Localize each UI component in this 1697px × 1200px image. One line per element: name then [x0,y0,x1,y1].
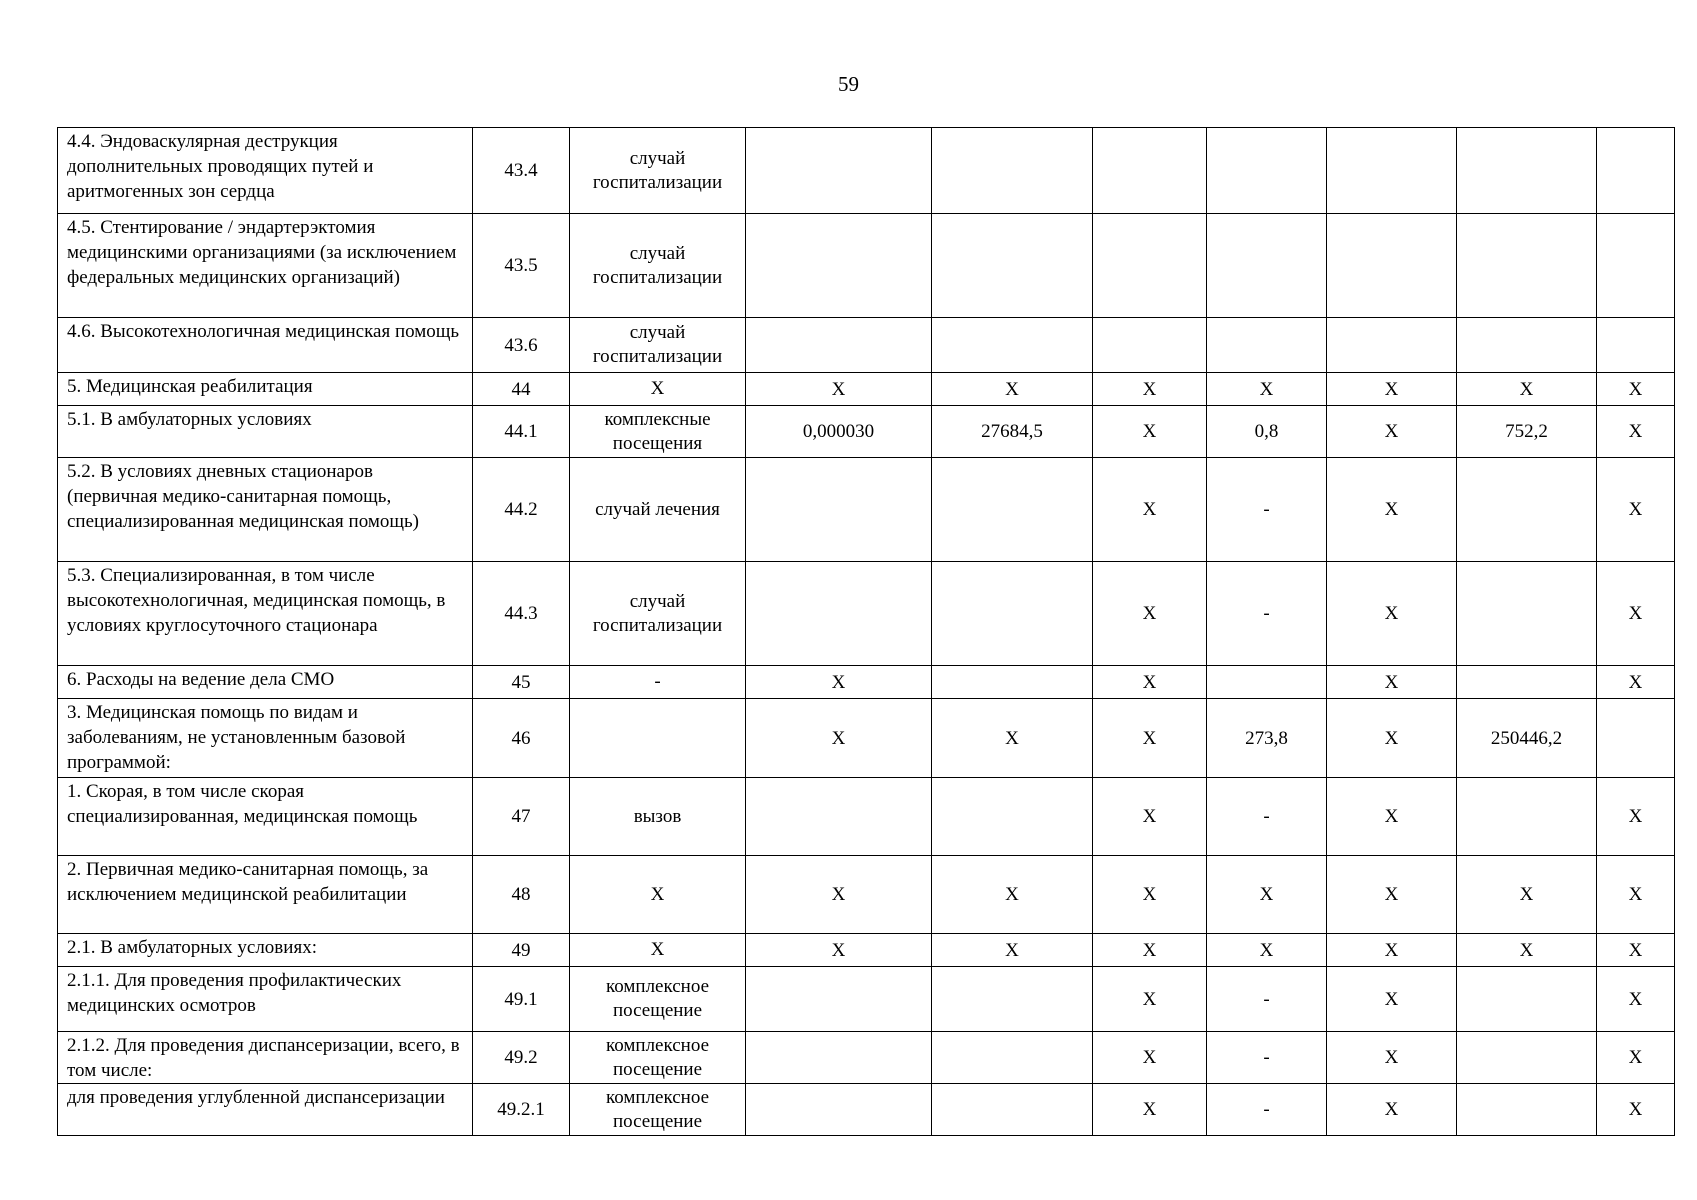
cell-value-3: X [1093,967,1207,1032]
cell-value-6: X [1457,934,1597,967]
table-row [58,562,1675,666]
cell-value-4: - [1207,458,1327,562]
cell-value-1: X [746,934,932,967]
data-table [57,127,1675,1136]
table-row [58,934,1675,967]
cell-value-3: X [1093,406,1207,458]
cell-code: 48 [473,856,570,934]
table-row [58,458,1675,562]
cell-code: 44.1 [473,406,570,458]
cell-value-7: X [1597,373,1675,406]
cell-name: для проведения углубленной диспансеризации [58,1084,473,1136]
table-row [58,856,1675,934]
cell-value-4 [1207,214,1327,318]
cell-value-7: X [1597,1032,1675,1084]
cell-unit: случай госпитализации [570,562,746,666]
cell-value-1 [746,318,932,373]
cell-value-6 [1457,458,1597,562]
cell-value-3: X [1093,458,1207,562]
cell-value-6: X [1457,373,1597,406]
cell-value-7: X [1597,406,1675,458]
cell-code: 44.2 [473,458,570,562]
cell-value-3 [1093,128,1207,214]
cell-value-2 [932,318,1093,373]
cell-value-1: X [746,856,932,934]
cell-name: 2.1. В амбулаторных условиях: [58,934,473,967]
cell-value-5: X [1327,1032,1457,1084]
page-number: 59 [838,72,859,96]
cell-name: 6. Расходы на ведение дела СМО [58,666,473,699]
cell-value-2 [932,778,1093,856]
cell-value-4: X [1207,373,1327,406]
cell-value-7: X [1597,967,1675,1032]
cell-name: 1. Скорая, в том числе скорая специализированная, медицинская помощь [58,778,473,856]
cell-value-5: X [1327,934,1457,967]
cell-value-5: X [1327,699,1457,778]
cell-name: 5.3. Специализированная, в том числе высокотехнологичная, медицинская помощь, в условиях круглосуточного стационара [58,562,473,666]
cell-value-1: X [746,699,932,778]
cell-name: 3. Медицинская помощь по видам и заболеваниям, не установленным базовой программой: [58,699,473,778]
cell-value-4: X [1207,856,1327,934]
cell-unit [570,699,746,778]
table-row [58,406,1675,458]
cell-name: 4.6. Высокотехнологичная медицинская помощь [58,318,473,373]
cell-value-5: X [1327,458,1457,562]
cell-value-3 [1093,318,1207,373]
table-row [58,214,1675,318]
cell-value-6: 752,2 [1457,406,1597,458]
cell-value-6 [1457,666,1597,699]
cell-value-2 [932,967,1093,1032]
cell-value-6 [1457,1032,1597,1084]
cell-value-5: X [1327,778,1457,856]
cell-value-2 [932,214,1093,318]
cell-value-3: X [1093,934,1207,967]
cell-value-3: X [1093,1032,1207,1084]
cell-unit: комплексное посещение [570,1032,746,1084]
cell-name: 4.5. Стентирование / эндартерэктомия медицинскими организациями (за исключением федеральных медицинских организаций) [58,214,473,318]
cell-value-2: X [932,934,1093,967]
cell-value-4: - [1207,1084,1327,1136]
cell-value-5: X [1327,967,1457,1032]
cell-value-7 [1597,699,1675,778]
cell-value-4: X [1207,934,1327,967]
cell-code: 45 [473,666,570,699]
cell-value-3: X [1093,1084,1207,1136]
cell-name: 2.1.2. Для проведения диспансеризации, всего, в том числе: [58,1032,473,1084]
cell-unit: X [570,934,746,967]
cell-value-7: X [1597,1084,1675,1136]
table-row [58,778,1675,856]
cell-value-2: X [932,856,1093,934]
table-row [58,666,1675,699]
cell-value-5: X [1327,373,1457,406]
cell-unit: комплексные посещения [570,406,746,458]
cell-unit: комплексное посещение [570,1084,746,1136]
cell-value-2 [932,1032,1093,1084]
cell-unit: комплексное посещение [570,967,746,1032]
cell-value-6 [1457,778,1597,856]
cell-value-7: X [1597,666,1675,699]
cell-name: 4.4. Эндоваскулярная деструкция дополнительных проводящих путей и аритмогенных зон сердца [58,128,473,214]
cell-value-6 [1457,128,1597,214]
cell-value-6 [1457,318,1597,373]
table-row [58,967,1675,1032]
cell-value-1 [746,562,932,666]
cell-unit: случай лечения [570,458,746,562]
cell-value-3: X [1093,856,1207,934]
cell-value-2: 27684,5 [932,406,1093,458]
cell-code: 47 [473,778,570,856]
cell-unit: - [570,666,746,699]
cell-name: 2. Первичная медико-санитарная помощь, за исключением медицинской реабилитации [58,856,473,934]
table-row [58,128,1675,214]
cell-value-2: X [932,699,1093,778]
cell-value-1 [746,1084,932,1136]
table-row [58,699,1675,778]
cell-code: 49 [473,934,570,967]
cell-code: 43.6 [473,318,570,373]
cell-value-7: X [1597,934,1675,967]
cell-value-7: X [1597,856,1675,934]
cell-value-5: X [1327,562,1457,666]
cell-value-7: X [1597,562,1675,666]
cell-value-1 [746,458,932,562]
cell-value-3: X [1093,666,1207,699]
cell-code: 49.2 [473,1032,570,1084]
cell-value-5: X [1327,856,1457,934]
cell-value-4: 273,8 [1207,699,1327,778]
cell-value-4 [1207,318,1327,373]
cell-value-5: X [1327,406,1457,458]
cell-value-4: 0,8 [1207,406,1327,458]
cell-value-2: X [932,373,1093,406]
cell-value-4 [1207,128,1327,214]
cell-value-1: X [746,666,932,699]
cell-value-4 [1207,666,1327,699]
cell-value-7 [1597,214,1675,318]
cell-unit: X [570,373,746,406]
cell-value-3: X [1093,562,1207,666]
cell-name: 5. Медицинская реабилитация [58,373,473,406]
cell-value-2 [932,666,1093,699]
cell-value-1 [746,778,932,856]
cell-value-7 [1597,318,1675,373]
cell-value-6 [1457,214,1597,318]
cell-value-1: 0,000030 [746,406,932,458]
cell-code: 43.5 [473,214,570,318]
cell-value-2 [932,562,1093,666]
table-row [58,1084,1675,1136]
cell-value-5: X [1327,666,1457,699]
cell-value-7: X [1597,458,1675,562]
cell-value-2 [932,458,1093,562]
table-body [58,128,1675,1136]
cell-name: 5.1. В амбулаторных условиях [58,406,473,458]
cell-value-7: X [1597,778,1675,856]
cell-value-3: X [1093,373,1207,406]
cell-value-2 [932,1084,1093,1136]
cell-value-1: X [746,373,932,406]
cell-value-5 [1327,128,1457,214]
cell-value-7 [1597,128,1675,214]
table-row [58,1032,1675,1084]
cell-code: 46 [473,699,570,778]
cell-value-6 [1457,1084,1597,1136]
cell-name: 5.2. В условиях дневных стационаров (первичная медико-санитарная помощь, специализированная медицинская помощь) [58,458,473,562]
cell-code: 44.3 [473,562,570,666]
cell-unit: X [570,856,746,934]
cell-unit: вызов [570,778,746,856]
cell-value-4: - [1207,967,1327,1032]
cell-code: 44 [473,373,570,406]
cell-value-1 [746,1032,932,1084]
cell-value-4: - [1207,778,1327,856]
cell-code: 43.4 [473,128,570,214]
cell-code: 49.1 [473,967,570,1032]
cell-value-3: X [1093,778,1207,856]
cell-value-3: X [1093,699,1207,778]
cell-unit: случай госпитализации [570,318,746,373]
cell-value-6: X [1457,856,1597,934]
cell-value-6 [1457,967,1597,1032]
cell-value-1 [746,967,932,1032]
cell-name: 2.1.1. Для проведения профилактических медицинских осмотров [58,967,473,1032]
cell-unit: случай госпитализации [570,128,746,214]
cell-code: 49.2.1 [473,1084,570,1136]
cell-value-5 [1327,318,1457,373]
table-row [58,373,1675,406]
cell-value-3 [1093,214,1207,318]
cell-value-1 [746,214,932,318]
table-row [58,318,1675,373]
cell-value-5 [1327,214,1457,318]
cell-value-5: X [1327,1084,1457,1136]
cell-value-2 [932,128,1093,214]
cell-value-4: - [1207,1032,1327,1084]
cell-value-6: 250446,2 [1457,699,1597,778]
cell-unit: случай госпитализации [570,214,746,318]
cell-value-6 [1457,562,1597,666]
cell-value-4: - [1207,562,1327,666]
cell-value-1 [746,128,932,214]
